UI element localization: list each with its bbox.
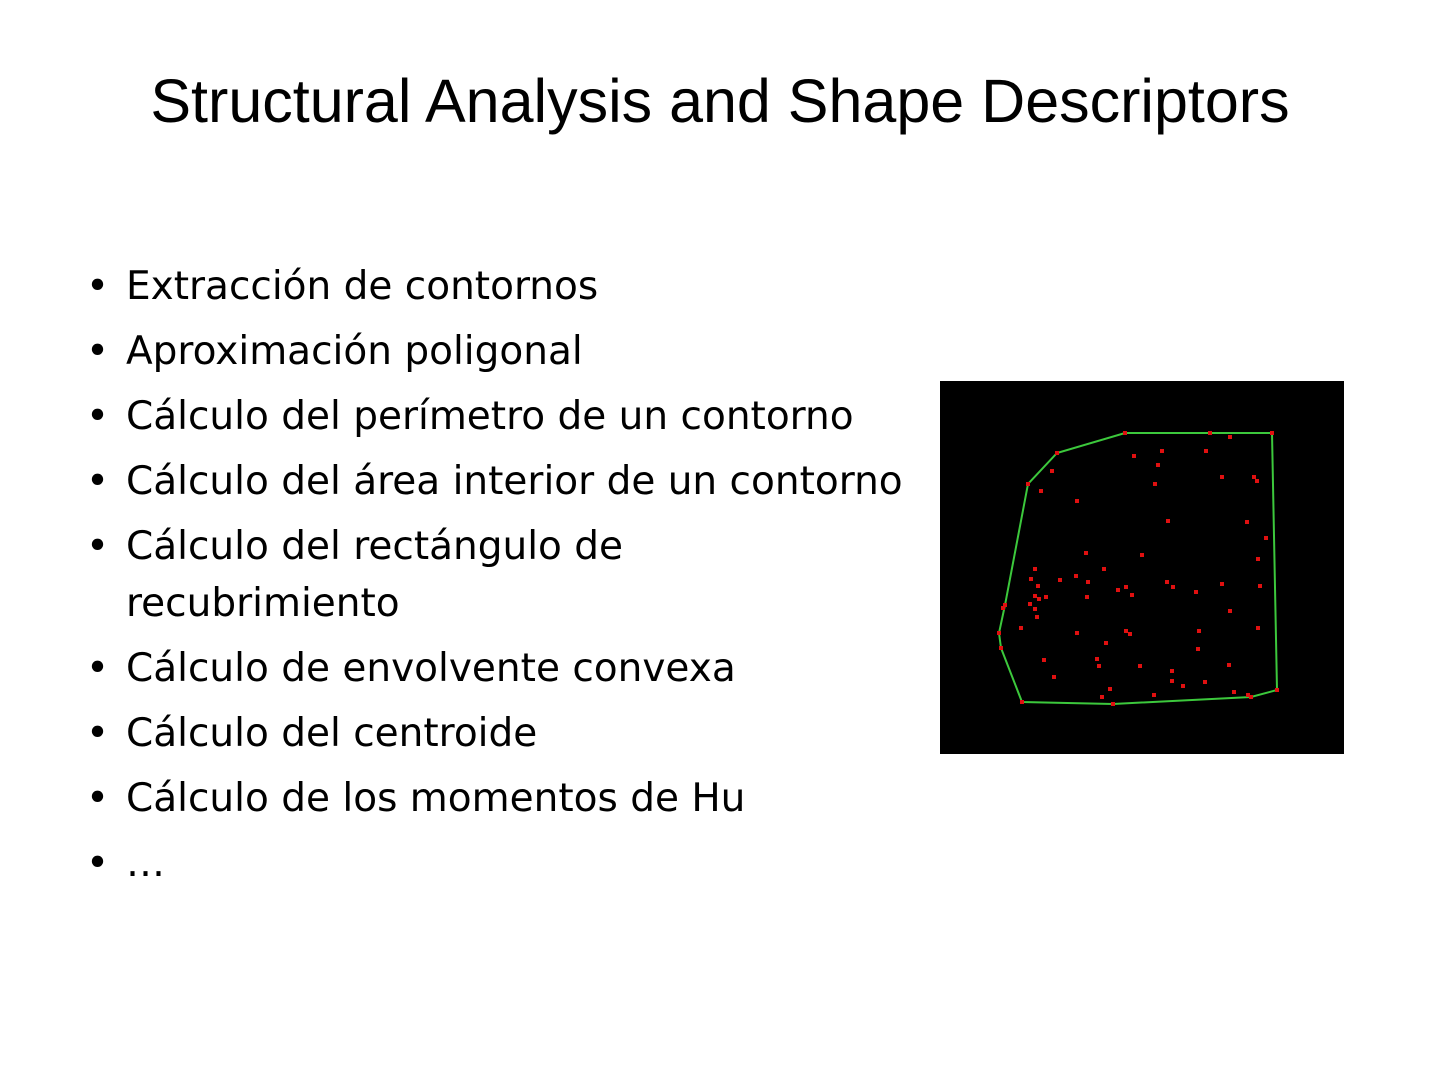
data-point — [1165, 580, 1169, 584]
data-point — [1170, 679, 1174, 683]
data-point — [1086, 580, 1090, 584]
data-point — [1075, 631, 1079, 635]
data-point — [1128, 632, 1132, 636]
data-point — [1228, 609, 1232, 613]
data-point — [1140, 553, 1144, 557]
data-point — [1170, 669, 1174, 673]
bullet-item — [86, 323, 906, 380]
data-point — [1075, 499, 1079, 503]
bullet-dot: • — [86, 524, 110, 569]
bullet-item — [86, 705, 906, 762]
convex-hull-image — [940, 381, 1344, 754]
slide-title: Structural Analysis and Shape Descriptors — [150, 67, 1290, 135]
data-point — [1246, 693, 1250, 697]
data-point — [1181, 684, 1185, 688]
data-point — [1111, 702, 1115, 706]
bullet-item — [86, 258, 906, 315]
data-point — [1123, 431, 1127, 435]
data-point — [1153, 482, 1157, 486]
bullet-dot: • — [86, 329, 110, 374]
data-point — [1104, 641, 1108, 645]
data-point — [1160, 449, 1164, 453]
data-point — [1255, 479, 1259, 483]
data-point — [1102, 567, 1106, 571]
data-point — [1039, 489, 1043, 493]
data-point — [999, 646, 1003, 650]
data-point — [1097, 664, 1101, 668]
data-point — [1026, 482, 1030, 486]
bullet-item — [86, 640, 906, 697]
bullet-dot: • — [86, 264, 110, 309]
bullet-item — [86, 518, 906, 632]
data-point — [1204, 449, 1208, 453]
bullet-text: … — [126, 841, 165, 886]
data-point — [1036, 584, 1040, 588]
bullet-dot: • — [86, 841, 110, 886]
bullet-dot: • — [86, 776, 110, 821]
data-point — [1124, 585, 1128, 589]
data-point — [1042, 658, 1046, 662]
bullet-text: Cálculo del centroide — [126, 711, 538, 756]
data-point — [1100, 695, 1104, 699]
bullet-text: Cálculo del perímetro de un contorno — [126, 394, 854, 439]
bullet-text: Cálculo del rectángulo de recubrimiento — [126, 524, 624, 626]
data-point — [1270, 431, 1274, 435]
data-point — [1028, 602, 1032, 606]
data-point — [1029, 577, 1033, 581]
data-point — [1108, 687, 1112, 691]
data-point — [1074, 574, 1078, 578]
data-point — [1124, 629, 1128, 633]
data-point — [1197, 629, 1201, 633]
data-point — [1220, 582, 1224, 586]
convex-hull-figure — [940, 381, 1344, 754]
data-point — [1116, 588, 1120, 592]
bullet-item — [86, 388, 906, 445]
data-point — [1256, 626, 1260, 630]
bullet-dot: • — [86, 394, 110, 439]
data-point — [1132, 454, 1136, 458]
bullet-text: Aproximación poligonal — [126, 329, 583, 374]
data-point — [1166, 519, 1170, 523]
bullet-dot: • — [86, 459, 110, 504]
bullet-list — [86, 258, 906, 900]
data-point — [1156, 463, 1160, 467]
bullet-item — [86, 453, 906, 510]
data-point — [1220, 475, 1224, 479]
data-point — [1035, 615, 1039, 619]
data-point — [1203, 680, 1207, 684]
bullet-item — [86, 770, 906, 827]
data-point — [1275, 688, 1279, 692]
data-point — [1171, 585, 1175, 589]
bullet-text: Cálculo del área interior de un contorno — [126, 459, 903, 504]
bullet-dot: • — [86, 711, 110, 756]
data-point — [1208, 431, 1212, 435]
data-point — [1050, 469, 1054, 473]
data-point — [1085, 595, 1089, 599]
data-point — [1227, 663, 1231, 667]
data-point — [1228, 435, 1232, 439]
data-point — [1245, 520, 1249, 524]
data-point — [1130, 593, 1134, 597]
data-point — [1055, 451, 1059, 455]
data-point — [1020, 700, 1024, 704]
bullet-item — [86, 835, 906, 892]
data-point — [1033, 567, 1037, 571]
data-point — [1084, 551, 1088, 555]
data-point — [1138, 664, 1142, 668]
data-point — [1037, 597, 1041, 601]
bullet-text: Cálculo de los momentos de Hu — [126, 776, 746, 821]
bullet-dot: • — [86, 646, 110, 691]
data-point — [1058, 578, 1062, 582]
data-point — [1264, 536, 1268, 540]
data-point — [1152, 693, 1156, 697]
data-point — [1019, 626, 1023, 630]
data-point — [1033, 607, 1037, 611]
data-point — [1256, 557, 1260, 561]
data-point — [1252, 475, 1256, 479]
data-point — [1258, 584, 1262, 588]
data-point — [1194, 590, 1198, 594]
data-point — [1196, 647, 1200, 651]
data-point — [1052, 675, 1056, 679]
data-point — [1095, 657, 1099, 661]
data-point — [1033, 594, 1037, 598]
data-point — [1232, 690, 1236, 694]
bullet-text: Cálculo de envolvente convexa — [126, 646, 736, 691]
convex-hull-outline — [999, 433, 1277, 704]
data-point — [997, 631, 1001, 635]
bullet-text: Extracción de contornos — [126, 264, 599, 309]
data-point — [1001, 606, 1005, 610]
data-point — [1044, 595, 1048, 599]
